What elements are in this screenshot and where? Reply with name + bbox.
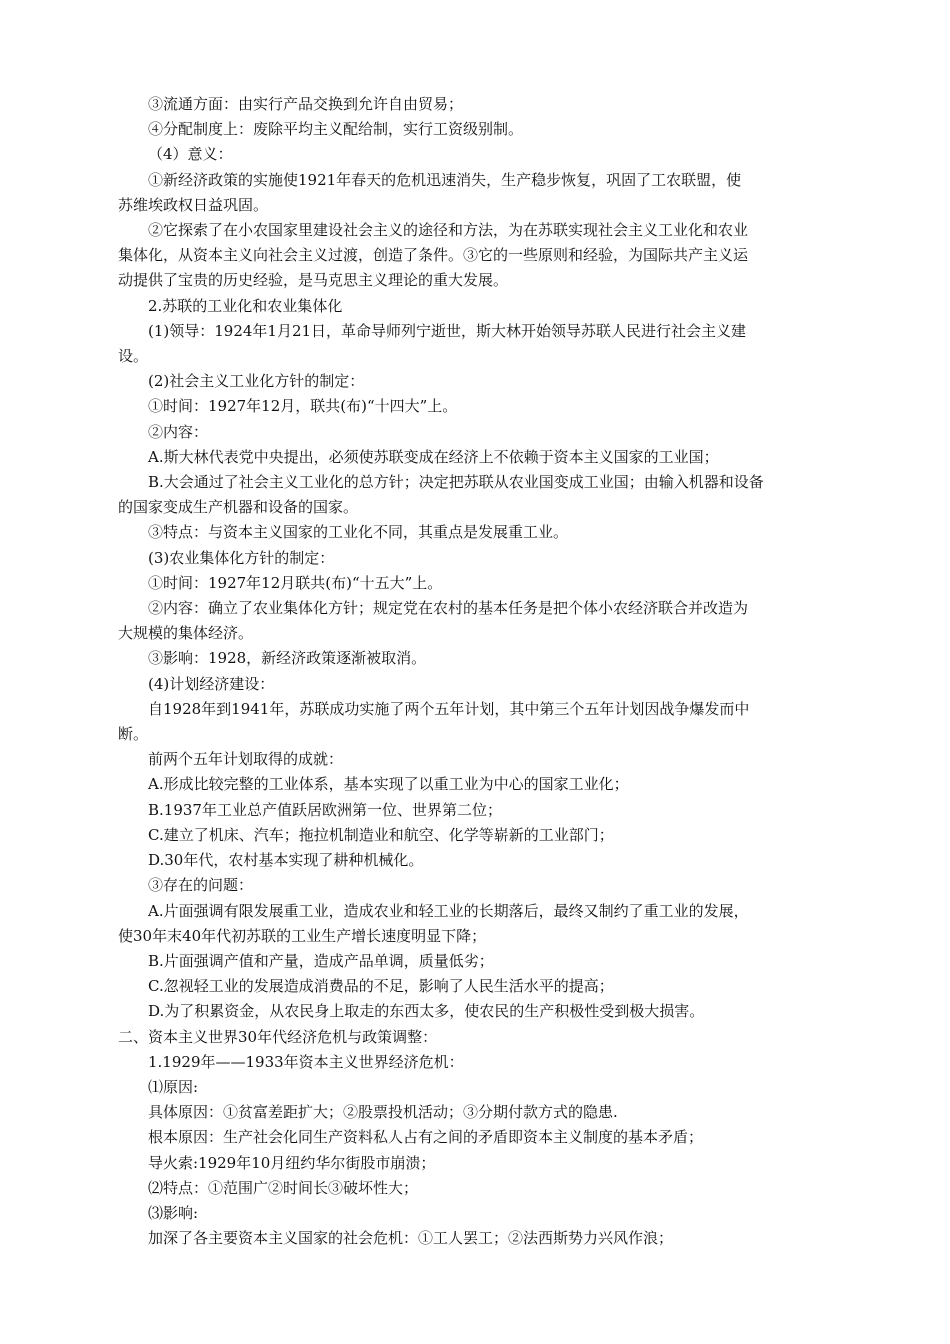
text-line: ①时间：1927年12月，联共(布)“十四大”上。: [148, 397, 458, 416]
document-page: [118, 92, 840, 1251]
section-heading: 二、资本主义世界30年代经济危机与政策调整：: [118, 1027, 438, 1046]
text-line: 断。: [118, 725, 149, 744]
text-line: ③特点：与资本主义国家的工业化不同，其重点是发展重工业。: [148, 523, 569, 542]
section-heading: 2.苏联的工业化和农业集体化: [148, 296, 343, 315]
text-line: (3)农业集体化方针的制定：: [148, 548, 335, 567]
text-line: ⑶影响:: [148, 1203, 199, 1222]
text-line: A.斯大林代表党中央提出，必须使苏联变成在经济上不依赖于资本主义国家的工业国；: [148, 447, 719, 466]
text-line: ③影响：1928，新经济政策逐渐被取消。: [148, 649, 427, 668]
text-line: 集体化，从资本主义向社会主义过渡，创造了条件。③它的一些原则和经验，为国际共产主义运: [118, 246, 749, 265]
text-line: ⑵特点：①范围广②时间长③破坏性大；: [148, 1178, 419, 1197]
text-line: A.片面强调有限发展重工业，造成农业和轻工业的长期落后，最终又制约了重工业的发展，: [148, 901, 749, 920]
text-line: B.1937年工业总产值跃居欧洲第一位、世界第二位；: [148, 800, 502, 819]
text-line: A.形成比较完整的工业体系，基本实现了以重工业为中心的国家工业化；: [148, 775, 629, 794]
text-line: 的国家变成生产机器和设备的国家。: [118, 498, 359, 517]
text-line: 根本原因：生产社会化同生产资料私人占有之间的矛盾即资本主义制度的基本矛盾；: [148, 1128, 704, 1147]
text-line: ①时间：1927年12月联共(布)“十五大”上。: [148, 573, 443, 592]
text-line: 动提供了宝贵的历史经验，是马克思主义理论的重大发展。: [118, 271, 509, 290]
text-line: 加深了各主要资本主义国家的社会危机：①工人罢工；②法西斯势力兴风作浪；: [148, 1229, 674, 1248]
text-line: (2)社会主义工业化方针的制定：: [148, 372, 365, 391]
text-line: D.为了积累资金，从农民身上取走的东西太多，使农民的生产积极性受到极大损害。: [148, 1002, 705, 1021]
text-line: 大规模的集体经济。: [118, 624, 254, 643]
text-line: ⑴原因:: [148, 1077, 199, 1096]
text-line: ②内容：确立了农业集体化方针；规定党在农村的基本任务是把个体小农经济联合并改造为: [148, 599, 749, 618]
text-line: 具体原因：①贫富差距扩大；②股票投机活动；③分期付款方式的隐患.: [148, 1103, 618, 1122]
text-line: 1.1929年——1933年资本主义世界经济危机：: [148, 1052, 464, 1071]
text-line: （4）意义：: [148, 145, 233, 164]
text-line: C.忽视轻工业的发展造成消费品的不足，影响了人民生活水平的提高；: [148, 977, 614, 996]
text-line: 导火索:1929年10月纽约华尔街股市崩溃；: [148, 1153, 436, 1172]
text-line: ②内容：: [148, 422, 209, 441]
text-line: ①新经济政策的实施使1921年春天的危机迅速消失，生产稳步恢复，巩固了工农联盟，使: [148, 170, 742, 189]
text-line: 设。: [118, 347, 149, 366]
text-line: ④分配制度上：废除平均主义配给制，实行工资级别制。: [148, 120, 524, 139]
text-line: ③存在的问题：: [148, 876, 254, 895]
text-line: 前两个五年计划取得的成就：: [148, 750, 344, 769]
text-line: 自1928年到1941年，苏联成功实施了两个五年计划，其中第三个五年计划因战争爆发而中: [148, 699, 750, 718]
text-line: ②它探索了在小农国家里建设社会主义的途径和方法，为在苏联实现社会主义工业化和农业: [148, 221, 749, 240]
text-line: C.建立了机床、汽车；拖拉机制造业和航空、化学等崭新的工业部门；: [148, 825, 614, 844]
text-line: D.30年代，农村基本实现了耕种机械化。: [148, 851, 424, 870]
text-line: B.片面强调产值和产量，造成产品单调，质量低劣；: [148, 951, 494, 970]
text-line: (1)领导：1924年1月21日，革命导师列宁逝世，斯大林开始领导苏联人民进行社会主义建: [148, 321, 747, 340]
text-line: (4)计划经济建设：: [148, 674, 275, 693]
text-line: 使30年末40年代初苏联的工业生产增长速度明显下降；: [118, 926, 487, 945]
text-line: B.大会通过了社会主义工业化的总方针；决定把苏联从农业国变成工业国；由输入机器和设备: [148, 473, 764, 492]
text-line: ③流通方面：由实行产品交换到允许自由贸易；: [148, 95, 464, 113]
text-line: 苏维埃政权日益巩固。: [118, 195, 269, 214]
